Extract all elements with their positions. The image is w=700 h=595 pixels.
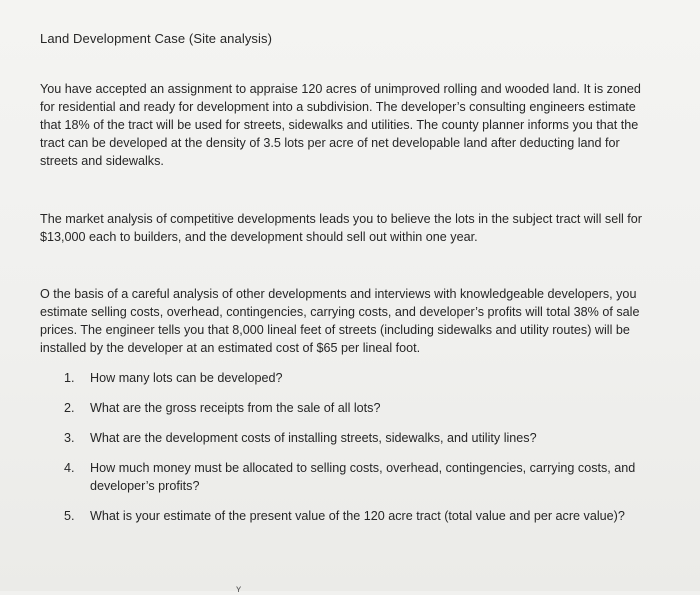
question-number: 4. <box>64 461 75 475</box>
question-item <box>40 399 660 417</box>
document-title: Land Development Case (Site analysis) <box>40 31 273 46</box>
question-number: 2. <box>64 401 75 415</box>
question-item <box>40 459 660 495</box>
question-list <box>40 369 660 537</box>
paragraph-assignment: You have accepted an assignment to appraise 120 acres of unimproved rolling and wooded land. It is zoned for residential and ready for development into a subdivision. The developer’s consulting engineers estimate that 18% of the tract will be used for streets, sidewalks and utilities. The county planner informs you that the tract can be developed at the density of 3.5 lots per acre of net developable land after deducting land for streets and sidewalks. <box>40 82 641 168</box>
cursor-mark: ʏ <box>236 584 242 595</box>
paragraph-cost-analysis: O the basis of a careful analysis of other developments and interviews with knowledgeable developers, you estimate selling costs, overhead, contingencies, carrying costs, and developer’s profits will total 38% of sale prices. The engineer tells you that 8,000 lineal feet of streets (including sidewalks and utility routes) will be installed by the developer at an estimated cost of $65 per lineal foot. <box>40 287 640 355</box>
question-number: 5. <box>64 509 75 523</box>
question-text: What are the development costs of installing streets, sidewalks, and utility lines? <box>90 431 537 445</box>
question-item <box>40 369 660 387</box>
question-text: What is your estimate of the present value of the 120 acre tract (total value and per acre value)? <box>90 509 625 523</box>
question-item <box>40 429 660 447</box>
question-item <box>40 507 660 525</box>
paragraph-market-analysis: The market analysis of competitive developments leads you to believe the lots in the subject tract will sell for $13,000 each to builders, and the development should sell out within one year. <box>40 212 642 244</box>
question-text: What are the gross receipts from the sale of all lots? <box>90 401 381 415</box>
question-text: How much money must be allocated to selling costs, overhead, contingencies, carrying costs, and developer’s profits? <box>90 461 636 493</box>
question-text: How many lots can be developed? <box>90 371 283 385</box>
question-number: 1. <box>64 371 75 385</box>
question-number: 3. <box>64 431 75 445</box>
